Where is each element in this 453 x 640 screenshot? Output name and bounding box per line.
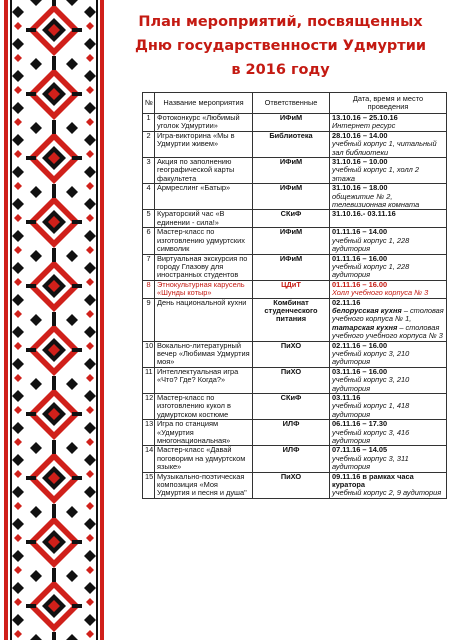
table-row xyxy=(143,210,447,228)
row-num: 9 xyxy=(143,298,155,341)
event-date: 31.10.16.- 03.11.16 xyxy=(332,209,396,219)
event-when-where xyxy=(330,254,447,280)
event-date: 03.11.16 – 16.00 xyxy=(332,366,388,376)
event-name: Мастер-класс «Давай поговорим на удмуртском языке» xyxy=(155,446,253,472)
row-num: 7 xyxy=(143,254,155,280)
event-responsible: ИФиМ xyxy=(253,228,330,254)
event-place: учебный корпус 1, 418 аудитория xyxy=(332,401,410,419)
table-row xyxy=(143,367,447,393)
event-place: учебный корпус 3, 416 аудитория xyxy=(332,427,410,446)
events-table xyxy=(142,92,447,499)
event-responsible: Комбинат студенческого питания xyxy=(253,298,330,341)
table-row-highlighted xyxy=(143,280,447,298)
event-responsible: ИФиМ xyxy=(253,184,330,210)
event-name: Игра-викторина «Мы в Удмуртии живем» xyxy=(155,131,253,157)
header-name: Название мероприятия xyxy=(155,93,253,114)
event-place-text: – столовая учебного корпуса № 1, xyxy=(332,305,444,324)
event-place: учебный корпус 3, 210 аудитория xyxy=(332,348,410,367)
event-when-where xyxy=(330,158,447,184)
event-name: Игра по станциям «Удмуртия многонациональная» xyxy=(155,420,253,446)
event-name: Виртуальная экскурсия по городу Глазову для иностранных студентов xyxy=(155,254,253,280)
event-place xyxy=(332,307,444,324)
event-when-where xyxy=(330,228,447,254)
event-place: учебный корпус 3, 311 аудитория xyxy=(332,453,409,472)
event-when-where xyxy=(330,394,447,420)
table-row xyxy=(143,472,447,498)
event-place: учебный корпус 1, холл 2 этажа xyxy=(332,165,419,183)
event-name: Кураторский час «В единении - сила!» xyxy=(155,210,253,228)
event-place: Холл учебного корпуса № 3 xyxy=(332,288,429,298)
event-date: 31.10.16 – 10.00 xyxy=(332,157,388,167)
row-num: 15 xyxy=(143,472,155,498)
event-name: Этнокультурная карусель «Шунды котыр» xyxy=(155,280,253,298)
event-when-where xyxy=(330,210,447,228)
event-responsible: Библиотека xyxy=(253,131,330,157)
event-when-where xyxy=(330,472,447,498)
event-place: учебный корпус 1, 228 аудитория xyxy=(332,261,410,280)
title-line-1: План мероприятий, посвященных xyxy=(138,14,423,30)
event-date: 01.11.16 – 16.00 xyxy=(332,253,388,263)
row-num: 5 xyxy=(143,210,155,228)
event-when-where xyxy=(330,367,447,393)
table-row xyxy=(143,420,447,446)
header-resp: Ответственные xyxy=(253,93,330,114)
event-date: 13.10.16 – 25.10.16 xyxy=(332,113,398,122)
table-row xyxy=(143,446,447,472)
event-name: Вокально-литературный вечер «Любимая Удмуртия моя» xyxy=(155,341,253,367)
event-when-where xyxy=(330,341,447,367)
event-responsible: ПиХО xyxy=(253,472,330,498)
event-when-where xyxy=(330,114,447,132)
event-date: 03.11.16 xyxy=(332,393,361,402)
row-num: 6 xyxy=(143,228,155,254)
event-place-bold: татарская кухня xyxy=(332,322,398,332)
event-name: Армреслинг «Батыр» xyxy=(155,184,253,210)
event-responsible: ИФиМ xyxy=(253,114,330,132)
event-place: учебный корпус 2, 9 аудитория xyxy=(332,488,442,498)
table-row xyxy=(143,158,447,184)
event-name: Интеллектуальная игра «Что? Где? Когда?» xyxy=(155,367,253,393)
event-date: 31.10.16 – 18.00 xyxy=(332,183,388,193)
event-date: 01.11.16 – 16.00 xyxy=(332,279,388,289)
row-num: 10 xyxy=(143,341,155,367)
title-line-2: Дню государственности Удмуртии xyxy=(134,38,427,54)
event-date: 02.11.16 xyxy=(332,297,361,307)
row-num: 8 xyxy=(143,280,155,298)
event-date: 07.11.16 – 14.05 xyxy=(332,445,388,455)
event-responsible: ИЛФ xyxy=(253,420,330,446)
row-num: 12 xyxy=(143,394,155,420)
row-num: 2 xyxy=(143,131,155,157)
event-place: Интернет ресурс xyxy=(332,121,396,131)
event-responsible: ИФиМ xyxy=(253,254,330,280)
event-responsible: СКиФ xyxy=(253,210,330,228)
row-num: 14 xyxy=(143,446,155,472)
table-row xyxy=(143,131,447,157)
row-num: 11 xyxy=(143,367,155,393)
page-title xyxy=(108,10,453,82)
event-date: 02.11.16 – 16.00 xyxy=(332,340,388,350)
event-place xyxy=(332,324,444,341)
event-place: общежитие № 2, телевизионная комната xyxy=(332,191,420,210)
event-name: Акция по заполнению географической карты факультета xyxy=(155,158,253,184)
table-row xyxy=(143,228,447,254)
event-place: учебный корпус 3, 210 аудитория xyxy=(332,375,410,393)
table-row xyxy=(143,114,447,132)
event-when-where xyxy=(330,280,447,298)
table-header-row xyxy=(143,93,447,114)
event-name: Фотоконкурс «Любимый уголок Удмуртии» xyxy=(155,114,253,132)
table-row xyxy=(143,394,447,420)
event-place-bold: белорусская кухня xyxy=(332,305,402,315)
event-when-where xyxy=(330,446,447,472)
event-when-where xyxy=(330,184,447,210)
event-place: учебный корпус 1, читальный зал библиотеки xyxy=(332,139,437,157)
event-date: 01.11.16 – 14.00 xyxy=(332,227,388,237)
event-name: Мастер-класс по изготовлению кукол в удмуртском костюме xyxy=(155,394,253,420)
event-responsible: ИФиМ xyxy=(253,158,330,184)
header-date: Дата, время и место проведения xyxy=(330,93,447,114)
event-date: 09.11.16 в рамках часа куратора xyxy=(332,471,414,490)
table-row xyxy=(143,341,447,367)
ornament-border xyxy=(0,0,108,640)
event-responsible: СКиФ xyxy=(253,394,330,420)
event-when-where xyxy=(330,420,447,446)
row-num: 3 xyxy=(143,158,155,184)
header-num: № xyxy=(143,93,155,114)
event-responsible: ИЛФ xyxy=(253,446,330,472)
table-row xyxy=(143,254,447,280)
title-line-3: в 2016 году xyxy=(231,62,330,78)
event-responsible: ПиХО xyxy=(253,341,330,367)
event-place: учебный корпус 1, 228 аудитория xyxy=(332,235,410,254)
event-place-text: – столовая учебного учебного корпуса № 3 xyxy=(332,322,443,341)
event-name: День национальной кухни xyxy=(155,298,253,341)
event-responsible: ПиХО xyxy=(253,367,330,393)
table-row xyxy=(143,184,447,210)
row-num: 1 xyxy=(143,114,155,132)
row-num: 13 xyxy=(143,420,155,446)
row-num: 4 xyxy=(143,184,155,210)
event-when-where xyxy=(330,298,447,341)
event-name: Музыкально-поэтическая композиция «Моя Удмуртия и песня и душа" xyxy=(155,472,253,498)
event-when-where xyxy=(330,131,447,157)
event-name: Мастер-класс по изготовлению удмуртских символик xyxy=(155,228,253,254)
event-responsible: ЦДиТ xyxy=(253,280,330,298)
table-row xyxy=(143,298,447,341)
event-date: 28.10.16 – 14.00 xyxy=(332,130,388,140)
event-date: 06.11.16 – 17.30 xyxy=(332,419,388,429)
